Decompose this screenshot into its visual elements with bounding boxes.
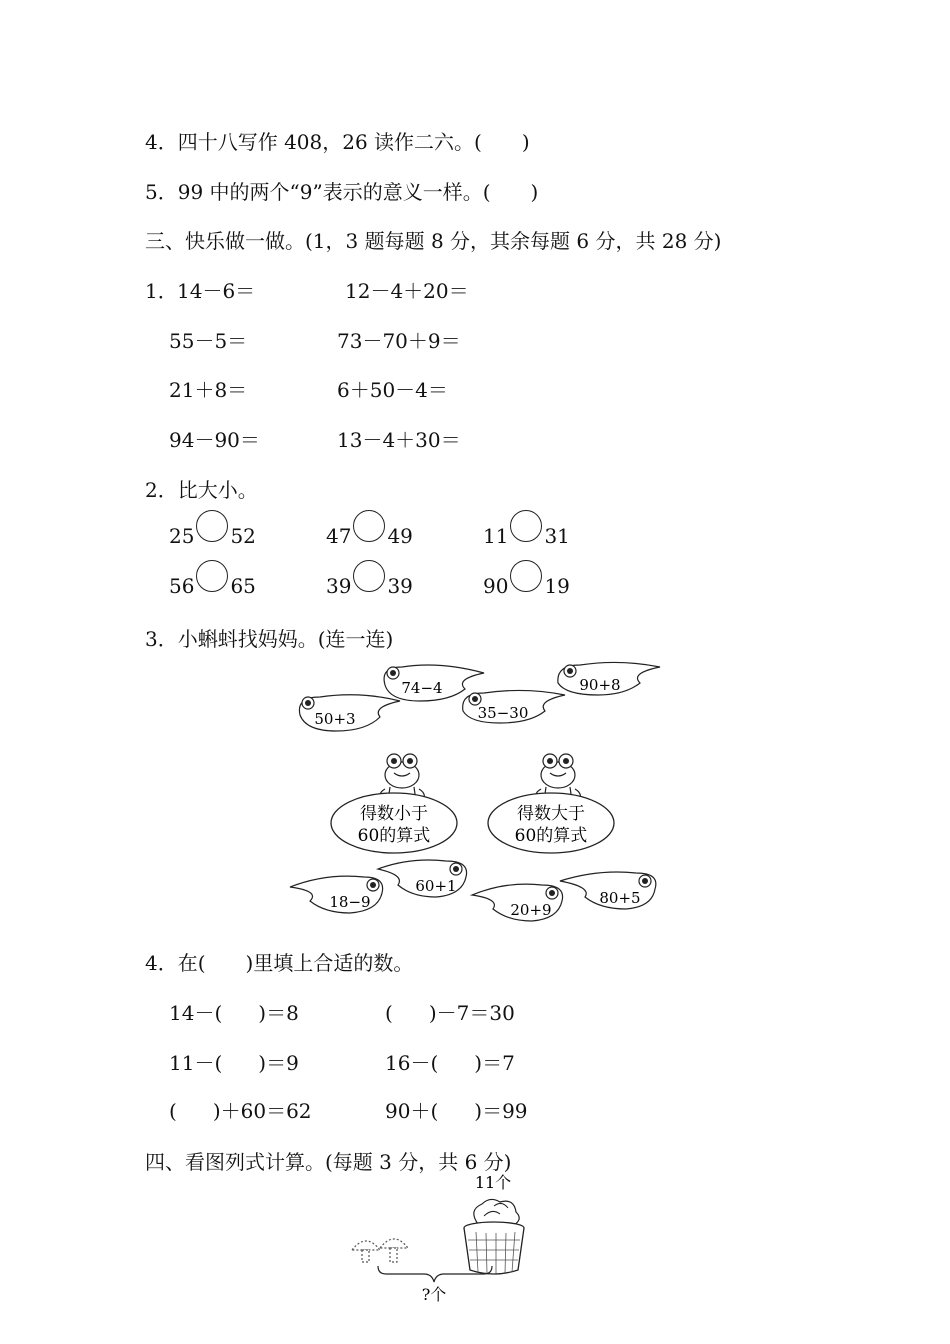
tadpole-label: 80+5 xyxy=(599,889,641,907)
tadpole-label: 90+8 xyxy=(579,676,621,694)
compare-circle[interactable] xyxy=(196,510,228,542)
fill-expression: 14－( )＝8 xyxy=(169,1001,299,1025)
frog-right[interactable] xyxy=(488,754,614,853)
tadpole-label: 60+1 xyxy=(415,877,457,895)
q4-label: 4．在( )里填上合适的数。 xyxy=(145,951,414,975)
q1-expr: 21＋8＝ xyxy=(169,378,248,402)
tadpole-label: 20+9 xyxy=(510,901,552,919)
section-3-title: 三、快乐做一做。(1，3 题每题 8 分，其余每题 6 分，共 28 分) xyxy=(145,229,722,253)
q1-expr: 14－6＝ xyxy=(177,279,256,303)
unknown-count-label: ?个 xyxy=(421,1285,447,1304)
q3-label: 3．小蝌蚪找妈妈。(连一连) xyxy=(145,627,394,651)
q1-expr: 94－90＝ xyxy=(169,428,260,452)
tadpole-matching-figure xyxy=(0,655,950,955)
tadpole[interactable] xyxy=(560,872,656,909)
compare-circle[interactable] xyxy=(510,510,542,542)
q2-label: 2．比大小。 xyxy=(145,478,258,502)
tadpole-label: 18−9 xyxy=(329,893,371,911)
compare-circle[interactable] xyxy=(510,560,542,592)
compare-circle[interactable] xyxy=(353,510,385,542)
q1-label: 1． xyxy=(145,279,178,303)
frog-label-line: 得数小于 xyxy=(360,804,428,824)
tadpole[interactable] xyxy=(558,662,660,695)
tadpole[interactable] xyxy=(472,884,563,921)
basket-count-label: 11个 xyxy=(474,1173,512,1192)
tadpole-label: 50+3 xyxy=(314,710,356,728)
compare-item: 90 19 xyxy=(483,560,570,598)
fill-expression: 16－( )＝7 xyxy=(385,1051,515,1075)
fill-expression: ( )－7＝30 xyxy=(385,1001,515,1025)
compare-item: 47 49 xyxy=(326,510,413,548)
q1-expr: 73－70＋9＝ xyxy=(337,329,461,353)
tadpole[interactable] xyxy=(378,860,467,897)
judge-item-5: 5．99 中的两个“9”表示的意义一样。( ) xyxy=(145,180,539,204)
compare-circle[interactable] xyxy=(196,560,228,592)
compare-item: 25 52 xyxy=(169,510,256,548)
frog-label-line: 60的算式 xyxy=(514,826,588,846)
tadpole[interactable] xyxy=(463,690,565,723)
q1-expr: 55－5＝ xyxy=(169,329,248,353)
compare-item: 11 31 xyxy=(483,510,570,548)
tadpole-label: 35−30 xyxy=(477,704,529,722)
fill-expression: ( )＋60＝62 xyxy=(169,1099,312,1123)
q1-expr: 12－4＋20＝ xyxy=(345,279,469,303)
fill-expression: 11－( )＝9 xyxy=(169,1051,299,1075)
judge-item-4: 4．四十八写作 408，26 读作二六。( ) xyxy=(145,130,530,154)
tadpole[interactable] xyxy=(299,695,400,731)
mushroom-basket-figure xyxy=(0,1170,950,1330)
fill-expression: 90＋( )＝99 xyxy=(385,1099,528,1123)
section-4-title: 四、看图列式计算。(每题 3 分，共 6 分) xyxy=(145,1150,512,1174)
tadpole[interactable] xyxy=(290,876,383,913)
q1-expr: 13－4＋30＝ xyxy=(337,428,461,452)
tadpole-label: 74−4 xyxy=(401,679,443,697)
compare-item: 56 65 xyxy=(169,560,256,598)
mushroom-icon xyxy=(380,1239,408,1262)
frog-label-line: 得数大于 xyxy=(517,804,585,824)
mushroom-icon xyxy=(352,1241,380,1262)
q1-expr: 6＋50－4＝ xyxy=(337,378,448,402)
compare-item: 39 39 xyxy=(326,560,413,598)
basket-icon xyxy=(464,1199,524,1275)
frog-left[interactable] xyxy=(331,754,457,853)
frog-label-line: 60的算式 xyxy=(357,826,431,846)
compare-circle[interactable] xyxy=(353,560,385,592)
